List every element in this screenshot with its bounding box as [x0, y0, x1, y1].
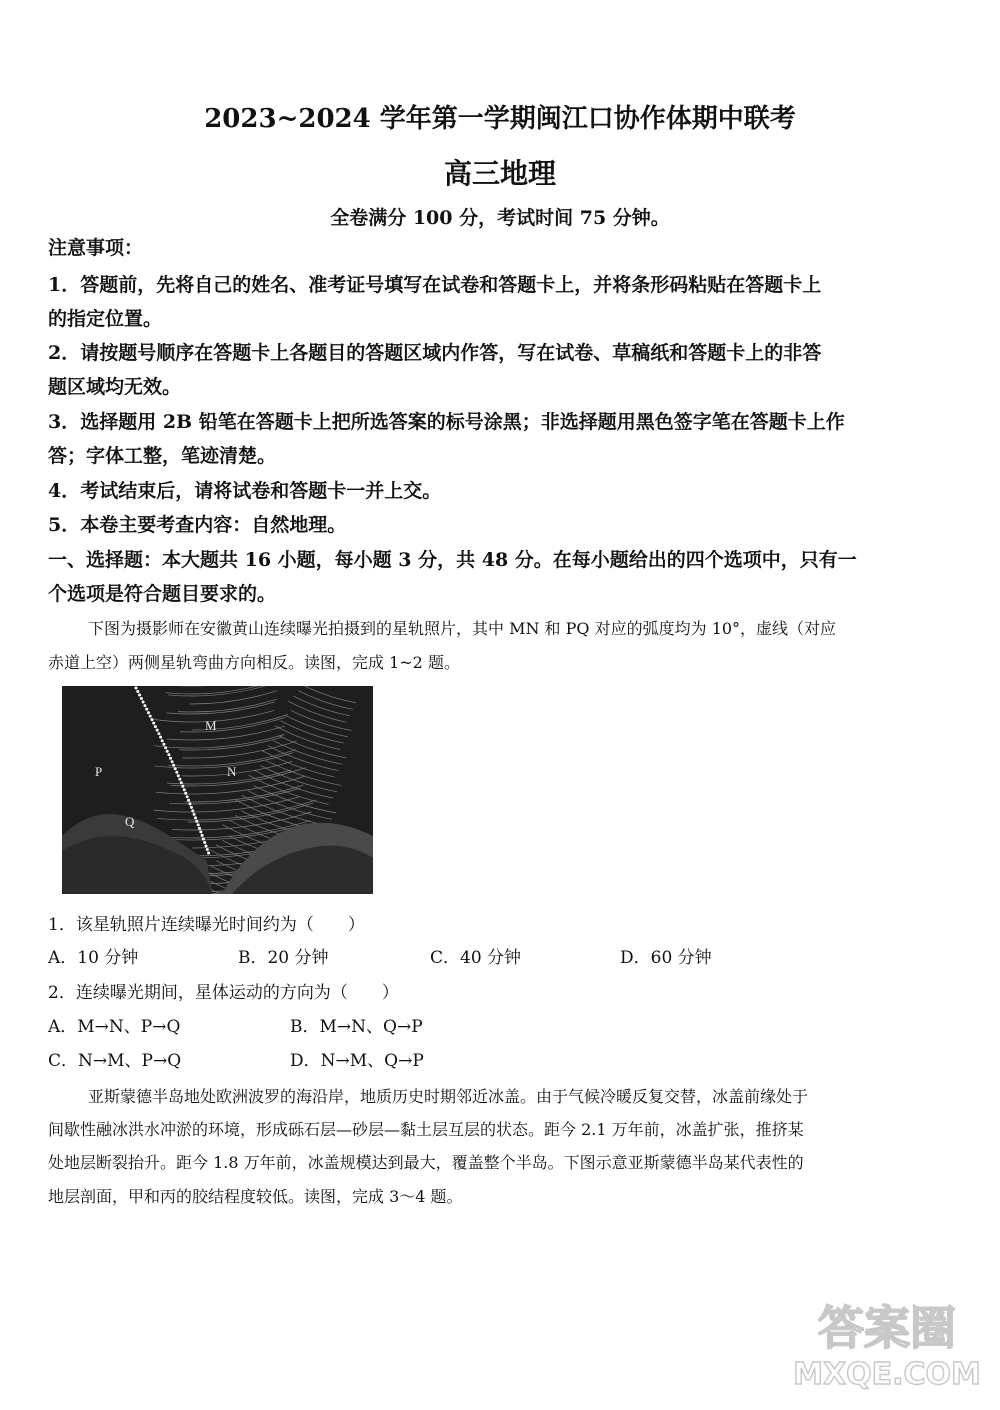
- section-heading-line: 个选项是符合题目要求的。: [48, 583, 277, 605]
- equator-dotted-line: [154, 725, 157, 728]
- equator-dotted-line: [145, 708, 148, 711]
- equator-dotted-line: [195, 820, 198, 823]
- equator-dotted-line: [177, 774, 180, 777]
- equator-dotted-line: [187, 799, 190, 802]
- passage-line: 下图为摄影师在安徽黄山连续曝光拍摄到的星轨照片，其中 MN 和 PQ 对应的弧度均为 10°，虚线（对应: [88, 619, 837, 638]
- question-1-stem: 1．该星轨照片连续曝光时间约为（ ）: [48, 915, 365, 935]
- label-q: Q: [125, 814, 135, 829]
- equator-dotted-line: [159, 736, 162, 739]
- equator-dotted-line: [186, 795, 189, 798]
- label-m: M: [205, 718, 217, 733]
- equator-dotted-line: [175, 771, 178, 774]
- q2-option-b: B．M→N、Q→P: [290, 1017, 423, 1037]
- equator-dotted-line: [193, 813, 196, 816]
- section-heading-line: 一、选择题：本大题共 16 小题，每小题 3 分，共 48 分。在每小题给出的四个选项中，只有一: [48, 549, 857, 571]
- notice-line: 5．本卷主要考查内容：自然地理。: [48, 514, 347, 536]
- equator-dotted-line: [207, 852, 210, 855]
- equator-dotted-line: [142, 701, 145, 704]
- notice-line: 题区域均无效。: [48, 376, 182, 398]
- equator-dotted-line: [194, 816, 197, 819]
- passage-line: 亚斯蒙德半岛地处欧洲波罗的海沿岸，地质历史时期邻近冰盖。由于气候冷暖反复交替，冰盖前缘处于: [88, 1087, 809, 1106]
- equator-dotted-line: [202, 838, 205, 841]
- equator-dotted-line: [164, 746, 167, 749]
- equator-dotted-line: [198, 827, 201, 830]
- q2-option-a: A．M→N、P→Q: [48, 1017, 181, 1037]
- equator-dotted-line: [172, 764, 175, 767]
- exam-title: 2023~2024 学年第一学期闽江口协作体期中联考: [204, 104, 796, 134]
- equator-dotted-line: [138, 694, 141, 697]
- notice-line: 4．考试结束后，请将试卷和答题卡一并上交。: [48, 480, 442, 502]
- q2-option-d: D．N→M、Q→P: [290, 1051, 424, 1071]
- passage-line: 间歇性融冰洪水冲淤的环境，形成砾石层—砂层—黏土层互层的状态。距今 2.1 万年前，冰盖扩张，推挤某: [48, 1120, 804, 1139]
- notice-line: 3．选择题用 2B 铅笔在答题卡上把所选答案的标号涂黑；非选择题用黑色签字笔在答题卡上作: [48, 411, 845, 433]
- exam-info: 全卷满分 100 分，考试时间 75 分钟。: [330, 207, 670, 229]
- equator-dotted-line: [136, 690, 139, 693]
- q1-option-a: A．10 分钟: [48, 948, 139, 968]
- equator-dotted-line: [201, 834, 204, 837]
- question-2-stem: 2．连续曝光期间，星体运动的方向为（ ）: [48, 983, 399, 1003]
- equator-dotted-line: [189, 802, 192, 805]
- equator-dotted-line: [183, 788, 186, 791]
- notice-line: 2．请按题号顺序在答题卡上各题目的答题区域内作答，写在试卷、草稿纸和答题卡上的非答: [48, 342, 822, 364]
- notice-heading: 注意事项：: [48, 237, 144, 259]
- q1-option-b: B．20 分钟: [238, 948, 329, 968]
- site-watermark-logo: [792, 1286, 982, 1396]
- equator-dotted-line: [199, 830, 202, 833]
- equator-dotted-line: [140, 697, 143, 700]
- equator-dotted-line: [180, 781, 183, 784]
- passage-line: 赤道上空）两侧星轨弯曲方向相反。读图，完成 1~2 题。: [48, 653, 460, 672]
- q1-option-c: C．40 分钟: [430, 948, 522, 968]
- equator-dotted-line: [197, 823, 200, 826]
- equator-dotted-line: [178, 778, 181, 781]
- star-trail-photo: [62, 686, 373, 894]
- equator-dotted-line: [181, 785, 184, 788]
- q2-option-c: C．N→M、P→Q: [48, 1051, 182, 1071]
- q1-option-d: D．60 分钟: [620, 948, 712, 968]
- equator-dotted-line: [167, 753, 170, 756]
- equator-dotted-line: [205, 845, 208, 848]
- equator-dotted-line: [156, 729, 159, 732]
- equator-dotted-line: [161, 739, 164, 742]
- watermark-domain: MXQE.COM: [793, 1357, 981, 1392]
- equator-dotted-line: [157, 732, 160, 735]
- equator-dotted-line: [135, 687, 138, 690]
- subject-title: 高三地理: [443, 157, 556, 190]
- equator-dotted-line: [171, 760, 174, 763]
- label-n: N: [227, 764, 237, 779]
- equator-dotted-line: [166, 750, 169, 753]
- equator-dotted-line: [151, 718, 154, 721]
- notice-line: 1．答题前，先将自己的姓名、准考证号填写在试卷和答题卡上，并将条形码粘贴在答题卡上: [48, 274, 822, 296]
- passage-line: 地层剖面，甲和丙的胶结程度较低。读图，完成 3～4 题。: [48, 1187, 463, 1206]
- equator-dotted-line: [169, 757, 172, 760]
- equator-dotted-line: [206, 848, 209, 851]
- equator-dotted-line: [174, 767, 177, 770]
- watermark-text: 答案圈: [818, 1301, 956, 1355]
- passage-line: 处地层断裂抬升。距今 1.8 万年前，冰盖规模达到最大，覆盖整个半岛。下图示意亚斯蒙德半岛某代表性的: [48, 1153, 804, 1172]
- equator-dotted-line: [147, 711, 150, 714]
- equator-dotted-line: [149, 715, 152, 718]
- equator-dotted-line: [203, 841, 206, 844]
- label-p: P: [95, 764, 103, 779]
- notice-line: 的指定位置。: [48, 308, 163, 330]
- star-trail-graphic: [62, 686, 373, 894]
- equator-dotted-line: [191, 809, 194, 812]
- equator-dotted-line: [184, 792, 187, 795]
- equator-dotted-line: [162, 743, 165, 746]
- notice-line: 答；字体工整，笔迹清楚。: [48, 445, 277, 467]
- equator-dotted-line: [152, 722, 155, 725]
- equator-dotted-line: [143, 704, 146, 707]
- equator-dotted-line: [190, 806, 193, 809]
